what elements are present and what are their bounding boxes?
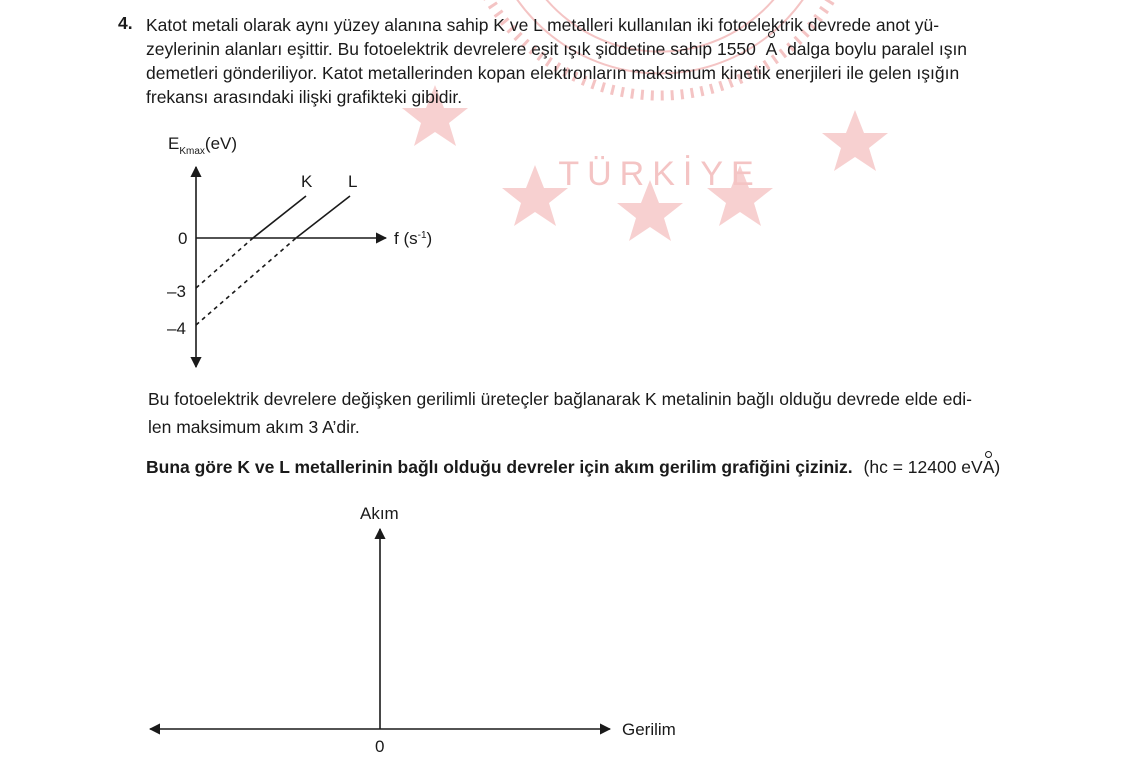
energy-frequency-graph (150, 125, 470, 385)
series-K-line (253, 196, 306, 238)
origin-label: 0 (178, 229, 188, 248)
series-label-L: L (348, 172, 358, 191)
angstrom-symbol-2: A (982, 457, 995, 477)
watermark-text: TÜRKİYE (558, 155, 762, 193)
series-K-dashed (196, 238, 253, 288)
question-line-1: Katot metali olarak aynı yüzey alanına sahip K ve L metalleri kullanılan iki fotoelektrik devrede anot yü- (146, 15, 940, 35)
info-line-1: Bu fotoelektrik devrelere değişken gerilimli üreteçler bağlanarak K metalinin bağlı olduğu devrede elde edi- (148, 389, 972, 409)
angstrom-symbol: A (765, 39, 778, 59)
series-L-dashed (196, 238, 296, 325)
tick-label-minus4: –4 (167, 319, 186, 338)
question-number: 4. (118, 13, 133, 33)
question-line-2: zeylerinin alanları eşittir. Bu fotoelektrik devrelere eşit ışık şiddetine sahip 1550 A dalga boylu paralel ışın (146, 39, 968, 59)
task-prompt (146, 457, 1000, 478)
current-axis-label: Akım (360, 504, 399, 523)
series-L-line (296, 196, 350, 238)
tick-label-minus3: –3 (167, 282, 186, 301)
origin-label-2: 0 (375, 737, 385, 756)
current-voltage-axes (140, 495, 700, 765)
question-text (146, 13, 1136, 109)
hc-constant: (hc = 12400 eVA) (863, 457, 1001, 477)
series-label-K: K (301, 172, 313, 191)
star-icon (822, 110, 888, 171)
info-paragraph (148, 385, 972, 441)
info-line-2: len maksimum akım 3 A’dir. (148, 417, 360, 437)
y-axis-label: $E_{Kmax}(eV)$ (168, 134, 238, 157)
question-line-4: frekansı arasındaki ilişki grafikteki gibidir. (146, 87, 463, 107)
task-prompt-bold: Buna göre K ve L metallerinin bağlı olduğu devreler için akım gerilim grafiğini çiziniz. (146, 457, 853, 477)
x-axis-label: f $(s^{-1})$ (394, 229, 433, 248)
question-line-3: demetleri gönderiliyor. Katot metallerinden kopan elektronların maksimum kinetik enerjileri ile gelen ışığın (146, 63, 960, 83)
voltage-axis-label: Gerilim (622, 720, 676, 739)
